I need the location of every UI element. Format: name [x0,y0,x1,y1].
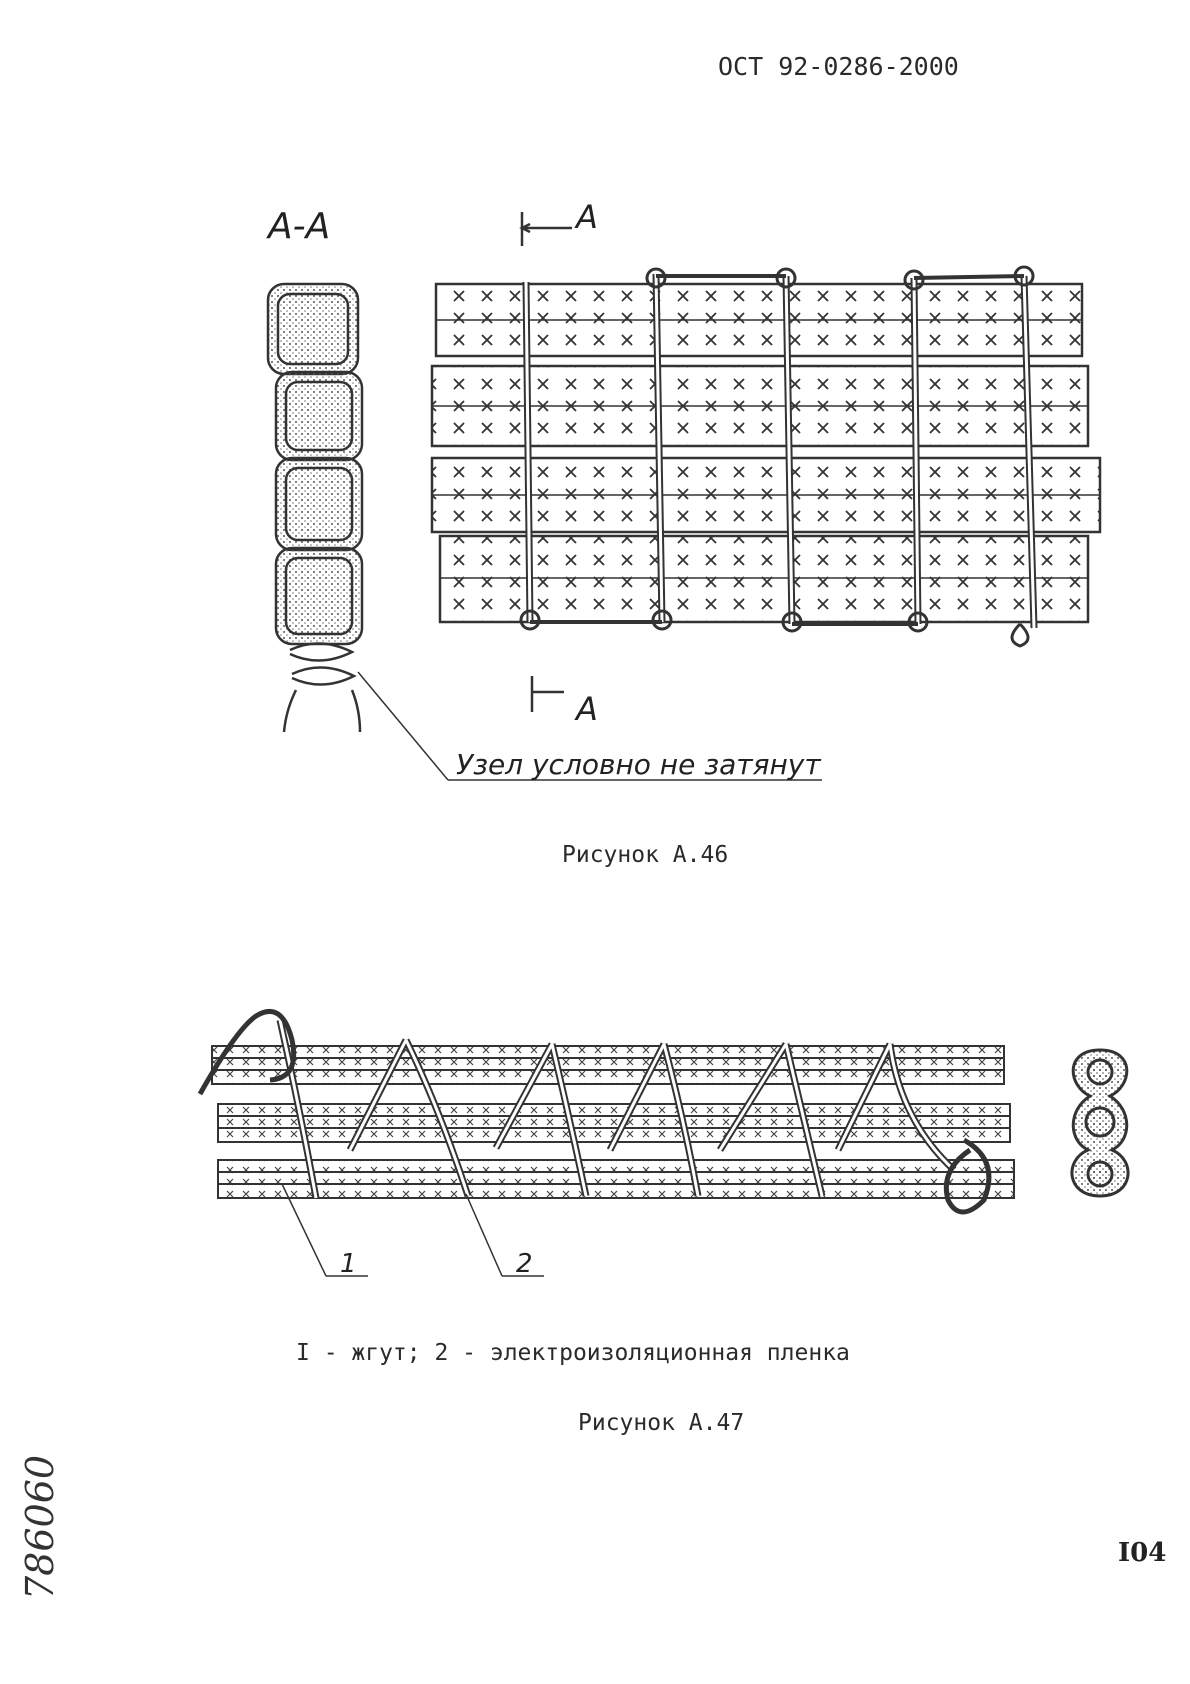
figure-a46-caption: Рисунок А.46 [562,842,729,868]
knot-note: Узел условно не затянут [456,748,821,781]
callout-2: 2 [516,1249,533,1279]
bundle-cross-section [1072,1050,1128,1196]
figure-a47-caption: Рисунок А.47 [578,1410,745,1436]
inventory-number: 786060 [18,1454,62,1600]
standard-code: ОСТ 92-0286-2000 [718,52,959,81]
section-title: А-А [268,206,331,247]
page-number: I04 [1118,1538,1167,1568]
callout-1: 1 [340,1249,357,1279]
section-mark-bottom: А [576,690,598,728]
film-wrapped-bundle-view [200,1011,1014,1276]
section-mark-top: А [576,198,598,236]
figure-a47-legend: I - жгут; 2 - электроизоляционная пленка [296,1340,850,1366]
